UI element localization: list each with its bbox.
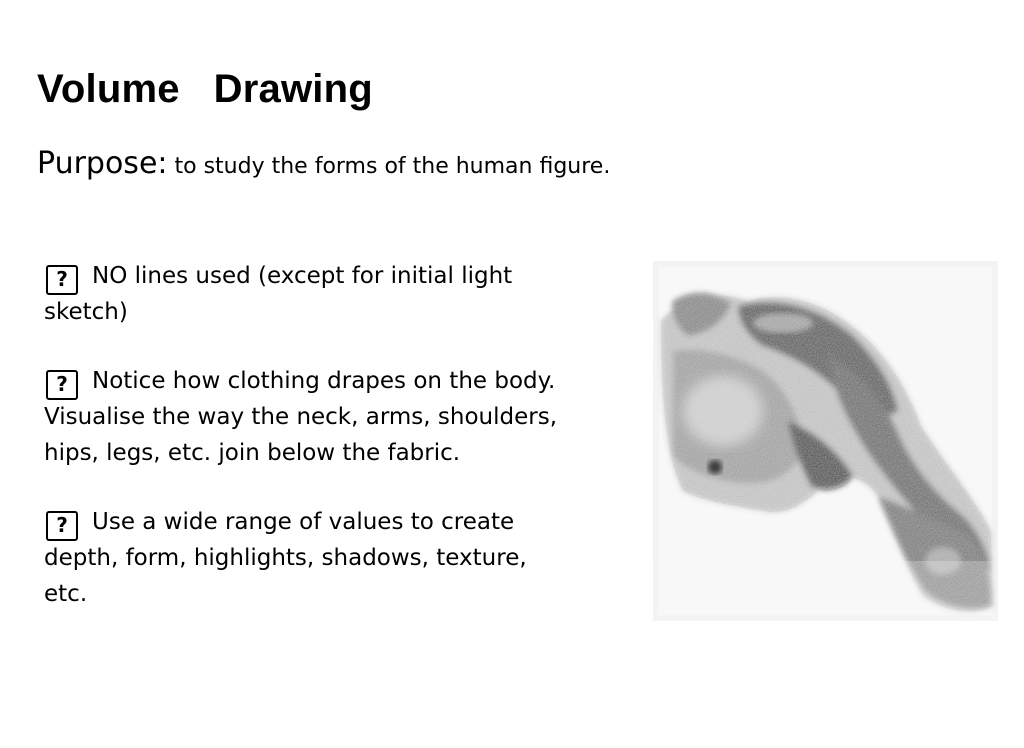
question-box-icon: ? — [46, 265, 78, 295]
question-box-icon: ? — [46, 370, 78, 400]
purpose-text: to study the forms of the human figure. — [167, 154, 611, 179]
purpose-line — [37, 146, 610, 181]
bullet-text: Use a wide range of values to create depth, form, highlights, shadows, texture, etc. — [44, 509, 527, 607]
bullet-text: NO lines used (except for initial light sketch) — [44, 263, 513, 325]
bullet-text: Notice how clothing drapes on the body. Visualise the way the neck, arms, shoulders, hips, legs, etc. join below the fabric. — [44, 368, 558, 466]
bullet-item — [44, 258, 564, 330]
question-box-icon: ? — [46, 511, 78, 541]
bullet-item — [44, 363, 564, 471]
torso-drawing-image — [653, 261, 998, 621]
bullet-item — [44, 504, 564, 612]
bullet-list — [44, 258, 564, 612]
purpose-label: Purpose: — [37, 146, 168, 181]
slide-title: Volume Drawing — [37, 67, 373, 111]
